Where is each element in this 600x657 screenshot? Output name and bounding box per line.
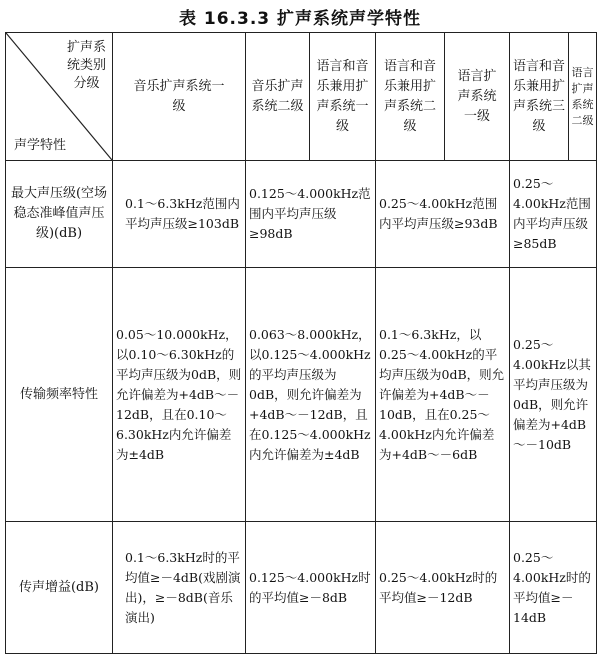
table-cell: 0.063～8.000kHz，以0.125～4.000kHz的平均声压级为0dB，则允许偏差为+4dB～－12dB，且在0.125～4.000kHz内允许偏差为±4dB (246, 268, 376, 522)
table-row (6, 161, 597, 268)
row-label: 传声增益(dB) (6, 522, 113, 654)
acoustic-characteristics-table (5, 32, 597, 654)
corner-top-right-label: 扩声系 统类别 分级 (66, 40, 106, 91)
header-row (6, 33, 597, 161)
table-cell: 0.05～10.000kHz，以0.10～6.30kHz的平均声压级为0dB，则允许偏差为+4dB～－12dB，且在0.10～6.30kHz内允许偏差为±4dB (113, 268, 246, 522)
table-cell: 0.25～4.00kHz以其平均声压级为0dB，则允许偏差为+4dB～－10dB (510, 268, 597, 522)
corner-bottom-left-label: 声学特性 (14, 138, 67, 153)
table-title: 表 16.3.3 扩声系统声学特性 (178, 9, 422, 29)
table-row (6, 522, 597, 654)
column-header: 音乐扩声系统二级 (246, 33, 310, 161)
table-row (6, 268, 597, 522)
row-label: 传输频率特性 (6, 268, 113, 522)
table-cell: 0.1～6.3kHz，以0.25～4.00kHz的平均声压级为0dB，则允许偏差为+4dB～－10dB，且在0.25～4.00kHz内允许偏差为+4dB～－6dB (376, 268, 510, 522)
table-cell: 0.25～4.00kHz时的平均值≥－12dB (376, 522, 510, 654)
column-header: 语言扩声系统一级 (445, 33, 510, 161)
column-header: 语言和音乐兼用扩声系统三级 (510, 33, 569, 161)
table-cell: 0.125～4.000kHz范围内平均声压级≥98dB (246, 161, 376, 268)
table-cell: 0.125～4.000kHz时的平均值≥－8dB (246, 522, 376, 654)
table-cell: 0.25～4.00kHz范围内平均声压级≥93dB (376, 161, 510, 268)
corner-header-cell (6, 33, 113, 161)
column-header: 语言扩声系统二级 (569, 33, 597, 161)
column-header: 语言和音乐兼用扩声系统一级 (310, 33, 376, 161)
column-header: 语言和音乐兼用扩声系统二级 (376, 33, 445, 161)
table-cell: 0.25～4.00kHz时的平均值≥－14dB (510, 522, 597, 654)
row-label: 最大声压级(空场稳态准峰值声压级)(dB) (6, 161, 113, 268)
table-cell: 0.1～6.3kHz时的平均值≥－4dB(戏剧演出)，≥－8dB(音乐演出) (113, 522, 246, 654)
table-cell: 0.25～4.00kHz范围内平均声压级≥85dB (510, 161, 597, 268)
table-cell: 0.1～6.3kHz范围内平均声压级≥103dB (113, 161, 246, 268)
column-header: 音乐扩声系统一级 (113, 33, 246, 161)
